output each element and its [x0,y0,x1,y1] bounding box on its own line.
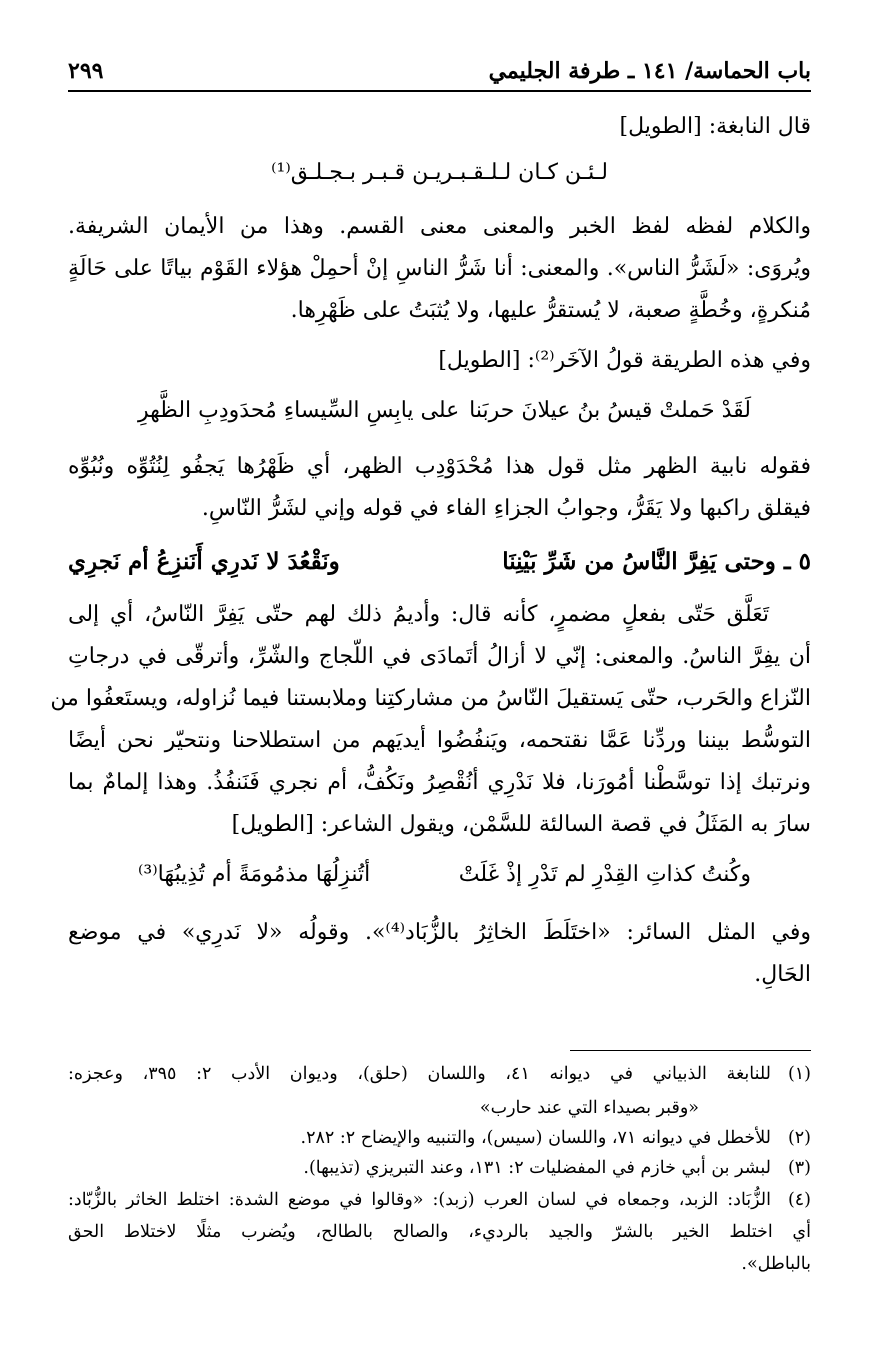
paragraph-line: ويُروَى: «لَشَرُّ الناس». والمعنى: أنا شَرُّ الناسِ إنْ أحمِلْ هؤلاء القَوْم بياتًا على حَالَةٍ [68,256,811,281]
verse-6-second-hemistich: أتُنزِلُهَا مذمُومَةً أم تُذِيبُهَا⁽³⁾ [138,862,371,887]
paragraph-line: مُنكرةٍ، وخُطَّةٍ صعبة، لا يُستقرُّ عليها، ولا يُثبَتُ على ظَهْرِها. [290,298,811,323]
footnote-text: للنابغة الذبياني في ديوانه ٤١، واللسان (حلق)، وديوان الأدب ٢: ٣٩٥، وعجزه: [68,1064,772,1084]
footnote-number: (٢) [787,1128,811,1148]
paragraph-line: التوسُّط بيننا وردِّنا عَمَّا نقتحمه، ويَنفُضُوا أيديَهم من استطلاحنا ونتحيّر نحن أيضًا [68,728,811,753]
paragraph-line: وفي المثل السائر: «اختَلَطَ الخاثِرُ بالزُّبَاد⁽⁴⁾». وقولُه «لا نَدرِي» في موضع [68,920,811,945]
page-header [68,50,811,92]
paragraph-line: سارَ به المَثَلُ في قصة السالئة للسَّمْن، ويقول الشاعر: [الطويل] [231,812,811,837]
footnote-text: الزُّبَاد: الزبد، وجمعاه في لسان العرب (زبد): «وقالوا في موضع الشدة: اختلط الخاثر بالزُّبّاد: [68,1190,771,1210]
page-number: ٢٩٩ [68,58,104,84]
verse-2-first-hemistich: لَقَدْ حَملتْ قيسُ بنُ عيلانَ حربَنا [469,398,751,423]
footnote-number: (٤) [787,1190,811,1210]
footnote-text: «وقبر بصيداء التي عند حارب» [479,1098,699,1118]
paragraph-line: أن يفِرَّ الناسُ. والمعنى: إنّي لا أزالُ أتَمادَى في اللّجاج والشّرِّ، وأترقّى في درجاتِ [68,644,811,669]
paragraph-line: الحَالِ. [754,962,811,987]
running-title: باب الحماسة/ ١٤١ ـ طرفة الجليمي [488,58,811,84]
verse-1 [68,160,811,200]
intro-line: قال النابغة: [الطويل] [619,114,811,139]
verse-2-second-hemistich: على يابِسِ السِّيساءِ مُحدَودِبِ الظَّهرِ [138,398,460,423]
verse-1-hemistich: لـئـن كـان لـلـقـبـريـن قـبـر بـجـلـق⁽¹⁾ [271,160,608,185]
paragraph-line: ونرتبك إذا توسَّطْنا أمُورَنا، فلا نَدْرِي أنُقْصِرُ ونَكُفُّ، أم نجري فَنَنفُذُ. وهذا إلمامٌ بما [68,770,811,795]
footnote-text: بالباطل». [741,1254,811,1274]
paragraph-line: فقوله نابية الظهر مثل قول هذا مُحْدَوْدِب الظهر، أي ظَهْرُها يَجفُو لِنُتُوِّه ونُبُوِّه [68,454,811,479]
paragraph-line: وفي هذه الطريقة قولُ الآخَر⁽²⁾: [الطويل] [438,348,811,373]
verse-5 [68,548,811,588]
paragraph-line: تَعَلَّق حَتّى بفعلٍ مضمرٍ، كأنه قال: وأديمُ ذلك لهم حتّى يَفِرَّ النّاسُ، أي إلى [68,602,769,627]
footnote-divider [570,1050,811,1051]
verse-6-first-hemistich: وكُنتُ كذاتِ القِدْرِ لم تَدْرِ إذْ غَلَتْ [458,862,751,887]
footnote-number: (٣) [787,1158,811,1178]
paragraph-line: النّزاع والحَرب، حتّى يَستقيلَ النّاسُ من مشاركتِنا وملابستنا فيما نُزاوله، ويستَعفُوا من [50,686,811,711]
paragraph-line: فيقلق راكبها ولا يَقَرُّ، وجوابُ الجزاءِ الفاء في قوله وإني لشَرُّ النّاسِ. [201,496,811,521]
footnote-text: أي اختلط الخير بالشرّ والجيد بالرديء، والصالح بالطالح، ويُضرب مثلًا لاختلاط الحق [68,1222,811,1242]
verse-6 [68,862,811,902]
footnote-text: لبشر بن أبي خازم في المفضليات ٢: ١٣١، وعند التبريزي (تذيبها). [303,1158,771,1178]
paragraph-line: والكلام لفظه لفظ الخبر والمعنى معنى القسم. وهذا من الأيمان الشريفة. [68,214,811,239]
verse-2 [68,398,811,438]
footnote-number: (١) [787,1064,811,1084]
footnote-text: للأخطل في ديوانه ٧١، واللسان (سيس)، والتنبيه والإيضاح ٢: ٢٨٢. [300,1128,771,1148]
verse-5-first-hemistich: ٥ ـ وحتى يَفِرَّ النَّاسُ من شَرِّ بَيْنِنَا [502,548,811,575]
verse-5-second-hemistich: ونَقْعُدَ لا نَدرِي أَنَنزِعُ أم نَجرِي [68,548,340,575]
